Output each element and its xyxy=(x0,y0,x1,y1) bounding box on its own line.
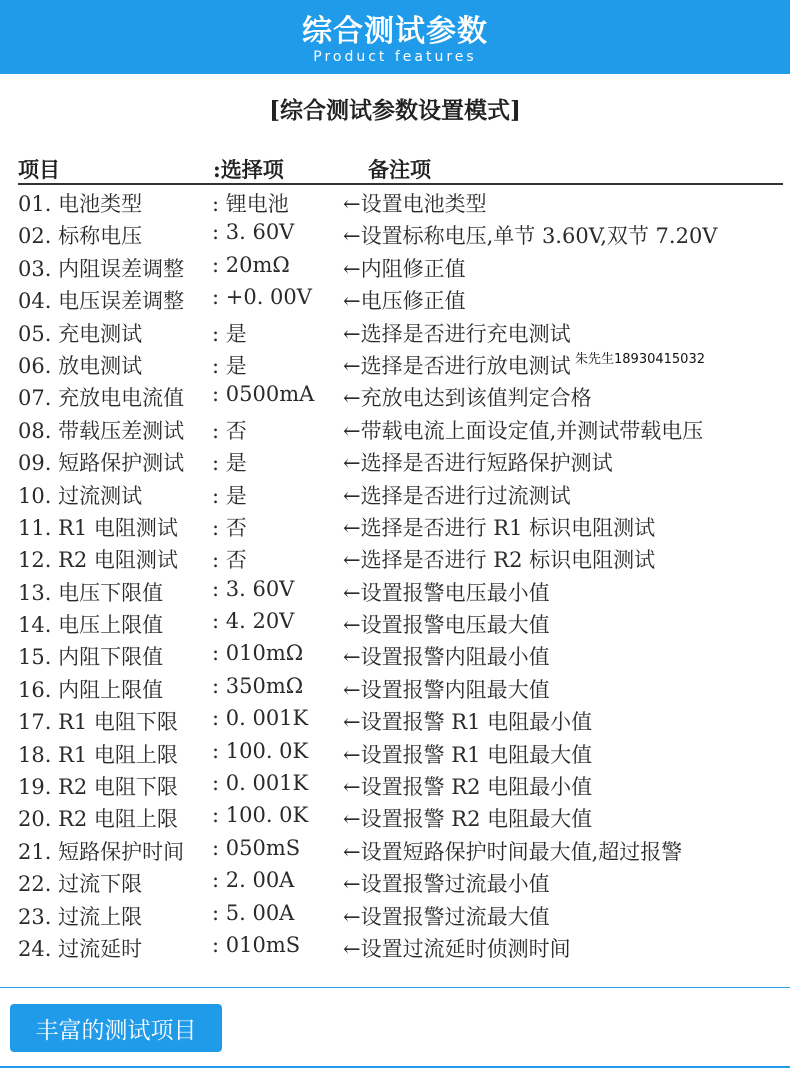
table-row xyxy=(0,930,790,962)
row-item: 13. 电压下限值 xyxy=(18,580,164,605)
row-note: ←设置报警电压最小值 xyxy=(343,580,550,605)
row-option: : 2. 00A xyxy=(212,868,295,893)
row-option: : 20mΩ xyxy=(212,252,290,277)
table-row xyxy=(0,282,790,314)
row-note: ←设置短路保护时间最大值,超过报警 xyxy=(343,839,683,864)
row-option: : 0. 001K xyxy=(212,771,309,796)
row-item: 08. 带载压差测试 xyxy=(18,418,185,443)
row-note: ←选择是否进行放电测试 xyxy=(343,353,571,378)
table-row xyxy=(0,250,790,282)
row-item: 16. 内阻上限值 xyxy=(18,677,164,702)
row-item: 01. 电池类型 xyxy=(18,192,143,216)
row-note: ←选择是否进行 R2 标识电阻测试 xyxy=(343,548,656,573)
row-note: ←设置标称电压,单节 3.60V,双节 7.20V xyxy=(343,224,718,249)
banner-subtitle: Product features xyxy=(313,49,477,65)
header-banner xyxy=(0,0,790,74)
row-item: 20. R2 电阻上限 xyxy=(18,807,178,832)
banner-title: 综合测试参数 xyxy=(302,14,488,49)
table-row xyxy=(0,509,790,541)
table-row xyxy=(0,217,790,249)
table-row xyxy=(0,703,790,735)
row-option: : 3. 60V xyxy=(212,576,295,601)
row-option: : 100. 0K xyxy=(212,803,309,828)
row-item: 22. 过流下限 xyxy=(18,872,143,897)
row-note: ←设置报警 R1 电阻最大值 xyxy=(343,742,593,767)
column-header-note: 备注项 xyxy=(368,157,431,182)
row-note: ←选择是否进行充电测试 xyxy=(343,321,571,346)
row-note: ←内阻修正值 xyxy=(343,256,466,281)
row-item: 14. 电压上限值 xyxy=(18,613,164,638)
section-divider xyxy=(0,987,790,988)
row-note: ←设置电池类型 xyxy=(343,192,487,216)
row-item: 05. 充电测试 xyxy=(18,321,143,346)
watermark-contact: 朱先生18930415032 xyxy=(575,352,705,367)
row-option: : 否 xyxy=(212,418,247,443)
row-item: 06. 放电测试 xyxy=(18,353,143,378)
parameter-table xyxy=(0,185,790,962)
row-option: : 是 xyxy=(212,451,247,476)
row-item: 12. R2 电阻测试 xyxy=(18,548,178,573)
row-option: : 3. 60V xyxy=(212,220,295,245)
row-note: ←电压修正值 xyxy=(343,289,466,314)
table-row xyxy=(0,638,790,670)
row-note: ←设置报警过流最大值 xyxy=(343,904,550,929)
row-option: : 是 xyxy=(212,353,247,378)
row-item: 23. 过流上限 xyxy=(18,904,143,929)
row-item: 11. R1 电阻测试 xyxy=(18,515,178,540)
row-item: 18. R1 电阻上限 xyxy=(18,742,178,767)
row-option: : 是 xyxy=(212,483,247,508)
row-option: : 4. 20V xyxy=(212,609,295,634)
row-option: : 5. 00A xyxy=(212,900,295,925)
row-item: 09. 短路保护测试 xyxy=(18,451,185,476)
row-item: 15. 内阻下限值 xyxy=(18,645,164,670)
row-note: ←设置报警 R1 电阻最小值 xyxy=(343,710,593,735)
row-note: ←设置过流延时侦测时间 xyxy=(343,936,571,961)
row-option: : 0. 001K xyxy=(212,706,309,731)
row-note: ←充放电达到该值判定合格 xyxy=(343,386,592,411)
row-note: ←带载电流上面设定值,并测试带载电压 xyxy=(343,418,704,443)
mode-title: [综合测试参数设置模式] xyxy=(269,97,521,124)
row-item: 03. 内阻误差调整 xyxy=(18,256,185,281)
table-row xyxy=(0,833,790,865)
row-option: : 锂电池 xyxy=(212,192,289,216)
row-note: ←设置报警 R2 电阻最大值 xyxy=(343,807,593,832)
table-row xyxy=(0,800,790,832)
row-note: ←设置报警内阻最大值 xyxy=(343,677,550,702)
table-row xyxy=(0,477,790,509)
table-row xyxy=(0,185,790,217)
row-option: : 否 xyxy=(212,548,247,573)
row-item: 02. 标称电压 xyxy=(18,224,143,249)
row-option: : 050mS xyxy=(212,835,301,860)
row-option: : 是 xyxy=(212,321,247,346)
row-note: ←设置报警内阻最小值 xyxy=(343,645,550,670)
table-row xyxy=(0,606,790,638)
row-option: : 010mS xyxy=(212,932,301,957)
row-note: ←设置报警电压最大值 xyxy=(343,613,550,638)
table-row xyxy=(0,444,790,476)
row-item: 17. R1 电阻下限 xyxy=(18,710,178,735)
table-row xyxy=(0,898,790,930)
row-note: ←设置报警过流最小值 xyxy=(343,872,550,897)
table-row xyxy=(0,574,790,606)
row-note: ←选择是否进行 R1 标识电阻测试 xyxy=(343,515,656,540)
row-item: 21. 短路保护时间 xyxy=(18,839,185,864)
row-option: : 0500mA xyxy=(212,382,315,407)
table-row xyxy=(0,736,790,768)
column-header-item: 项目 xyxy=(18,157,60,182)
table-row xyxy=(0,541,790,573)
row-option: : 350mΩ xyxy=(212,673,304,698)
column-header-option: :选择项 xyxy=(213,157,284,182)
rich-test-items-button[interactable]: 丰富的测试项目 xyxy=(10,1004,222,1052)
table-row xyxy=(0,671,790,703)
row-item: 19. R2 电阻下限 xyxy=(18,775,178,800)
row-note: ←选择是否进行短路保护测试 xyxy=(343,451,613,476)
row-item: 24. 过流延时 xyxy=(18,936,143,961)
table-row xyxy=(0,412,790,444)
row-option: : +0. 00V xyxy=(212,285,312,310)
row-item: 07. 充放电电流值 xyxy=(18,386,185,411)
row-option: : 否 xyxy=(212,515,247,540)
row-item: 10. 过流测试 xyxy=(18,483,143,508)
row-note: ←设置报警 R2 电阻最小值 xyxy=(343,775,593,800)
row-option: : 010mΩ xyxy=(212,641,304,666)
table-row xyxy=(0,768,790,800)
table-row xyxy=(0,865,790,897)
table-row xyxy=(0,315,790,347)
row-note: ←选择是否进行过流测试 xyxy=(343,483,571,508)
row-option: : 100. 0K xyxy=(212,738,309,763)
table-row xyxy=(0,379,790,411)
row-item: 04. 电压误差调整 xyxy=(18,289,185,314)
